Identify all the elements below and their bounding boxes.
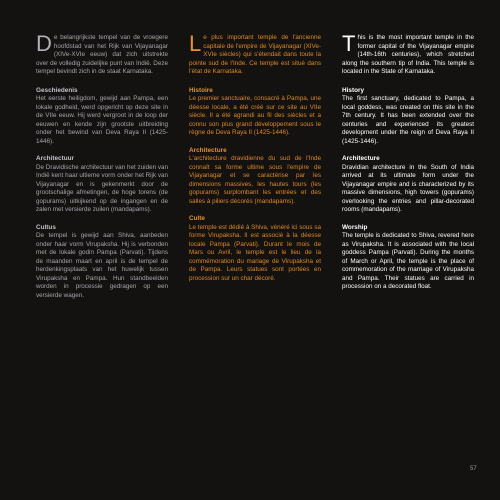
english-text-worship: The temple is dedicated to Shiva, revered here as Virupaksha. It is associated with the local goddess Pampa (Parvati). During the months of March or April, the temple is the place of commemoration of the marriage of Virupaksha and Pampa. Their statues are carried in procession on a decorated float. bbox=[342, 232, 474, 290]
french-column bbox=[189, 31, 321, 292]
french-intro-text: e plus important temple de l'ancienne capitale de l'empire de Vijayanagar (XIVe-XVIe siècles) qui s'étendait dans toute la pointe sud de l'Inde. Ce temple est situé dans l'état de Karnataka. bbox=[189, 34, 321, 75]
english-intro bbox=[342, 31, 474, 77]
dutch-text-worship: De tempel is gewijd aan Shiva, aanbeden onder haar vorm Virupaksha. Hij is verbonden met de lokale godin Pampa (Parvati). Tijdens de maanden maart en april is de tempel de herdenkingsplaats van het huwelijk tussen Virupaksha en Pampa. Hun standbeelden worden in processie gedragen op een versierde wagen. bbox=[36, 232, 168, 299]
dutch-drop-cap: D bbox=[36, 31, 52, 56]
english-heading-history: History bbox=[342, 86, 365, 94]
dutch-intro-text: e belangrijkste tempel van de vroegere hoofdstad van het Rijk van Vijayanagar (XIVe-XVIe eeuw) dat zich uitstrekte over de volledig zuidelijke punt van Indië. Deze tempel bevindt zich in de staat Karnataka. bbox=[36, 34, 168, 75]
french-text-architecture: L'architecture dravidienne du sud de l'Inde connaît sa forme ultime sous l'empire de Vijayanagar et se caractérise par les dimensions massives, les hautes tours (les gopurams) surplombant les entrées et des salles à piliers décorés (mandapams). bbox=[189, 155, 321, 205]
english-heading-worship: Worship bbox=[342, 223, 368, 231]
french-heading-history: Histoire bbox=[189, 86, 213, 94]
english-column bbox=[342, 31, 474, 301]
french-text-worship: Le temple est dédié à Shiva, vénéré ici sous sa forme Virupaksha. Il est associé à la déesse locale Pampa (Parvati). Durant le mois de Mars ou Avril, le temple est le lieu de la commémoration du mariage de Virupaksha et de Pampa. Leurs statues sont portées en procession sur un char décoré. bbox=[189, 223, 321, 282]
dutch-heading-architecture: Architectuur bbox=[36, 155, 74, 162]
english-intro-text: his is the most important temple in the former capital of the Vijayanagar empire (14th-16th centuries), which stretched along the southern tip of India. This temple is located in the State of Karnataka. bbox=[342, 34, 474, 75]
french-text-history: Le premier sanctuaire, consacré à Pampa, une déesse locale, a été créé sur ce site au VIIe siècle. Il a été agrandi au fil des siècles et a connu son plus grand développement sous le règne de Deva Raya II (1425-1446). bbox=[189, 95, 321, 136]
dutch-heading-worship: Cultus bbox=[36, 223, 56, 231]
page-number: 57 bbox=[470, 466, 477, 472]
dutch-text-architecture: De Dravidische architectuur van het zuiden van Indië kent haar ultieme vorm onder het Rijk van Vijayanagar en is gekenmerkt door de grootschalige afmetingen, de hoge torens (de gopurams) uitkijkend op de ingangen en de zalen met versierde zuilen (mandapams). bbox=[36, 163, 168, 213]
french-heading-architecture: Architecture bbox=[189, 146, 227, 154]
dutch-column bbox=[36, 31, 168, 309]
english-text-architecture: Dravidian architecture in the South of India arrived at its ultimate form under the Vijayanagar empire and is characterized by its massive dimensions, high towers (gopurams) overlooking the entries and pillar-decorated rooms (mandapams). bbox=[342, 163, 474, 213]
dutch-heading-history: Geschiedenis bbox=[36, 86, 78, 94]
english-heading-architecture: Architecture bbox=[342, 155, 380, 162]
french-drop-cap: L bbox=[189, 31, 202, 56]
dutch-intro bbox=[36, 31, 168, 77]
english-text-history: The first sanctuary, dedicated to Pampa, a local goddess, was created on this site in the 7th century. It has been extended over the centuries and experienced its greatest development under the reign of Deva Raya II (1425-1446). bbox=[342, 95, 474, 145]
english-drop-cap: T bbox=[342, 31, 356, 56]
french-intro bbox=[189, 31, 321, 77]
french-heading-worship: Culte bbox=[189, 215, 205, 222]
dutch-text-history: Het eerste heiligdom, gewijd aan Pampa, een lokale godheid, werd opgericht op deze site in de VIIe eeuw. Hij werd vergroot in de loop der eeuwen en kende zijn grootste uitbreiding onder het bewind van Deva Raya II (1425-1446). bbox=[36, 95, 168, 145]
